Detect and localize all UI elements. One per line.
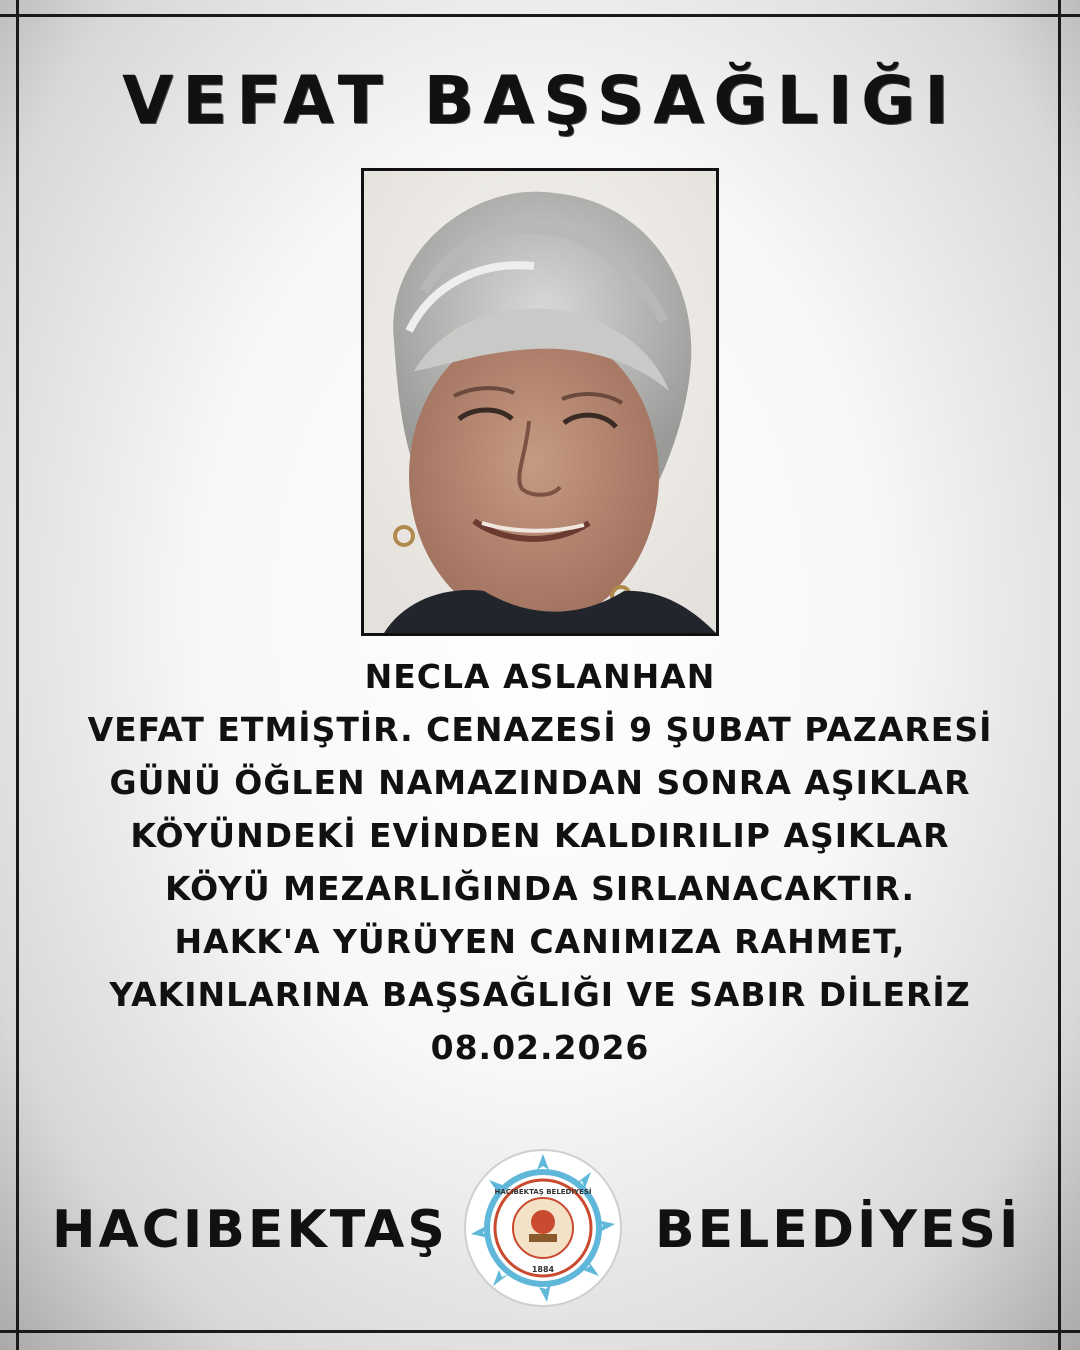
footer-municipality-word: BELEDİYESİ (655, 1200, 1022, 1260)
page-title: VEFAT BAŞSAĞLIĞI (122, 62, 958, 139)
frame-bottom-line (0, 1330, 1080, 1333)
frame-top-line (0, 14, 1080, 17)
message-line: KÖYÜ MEZARLIĞINDA SIRLANACAKTIR. (165, 869, 915, 908)
footer-municipality-name: HACIBEKTAŞ (52, 1200, 448, 1260)
municipality-seal-logo (463, 1148, 623, 1308)
message-line: HAKK'A YÜRÜYEN CANIMIZA RAHMET, (174, 922, 906, 961)
seal-year: 1884 (531, 1265, 555, 1274)
message-line: KÖYÜNDEKİ EVİNDEN KALDIRILIP AŞIKLAR (130, 816, 950, 855)
message-line: GÜNÜ ÖĞLEN NAMAZINDAN SONRA AŞIKLAR (109, 763, 971, 802)
seal-text: HACIBEKTAŞ BELEDİYESİ (494, 1188, 592, 1196)
notice-date: 08.02.2026 (430, 1028, 650, 1067)
frame-right-line (1058, 0, 1061, 1350)
portrait-photo (361, 168, 719, 636)
message-line: YAKINLARINA BAŞSAĞLIĞI VE SABIR DİLERİZ (109, 975, 971, 1014)
condolence-message (40, 650, 1040, 1074)
message-line: VEFAT ETMİŞTİR. CENAZESİ 9 ŞUBAT PAZARESİ (87, 710, 993, 749)
frame-left-line (16, 0, 19, 1350)
deceased-name: NECLA ASLANHAN (364, 657, 716, 696)
